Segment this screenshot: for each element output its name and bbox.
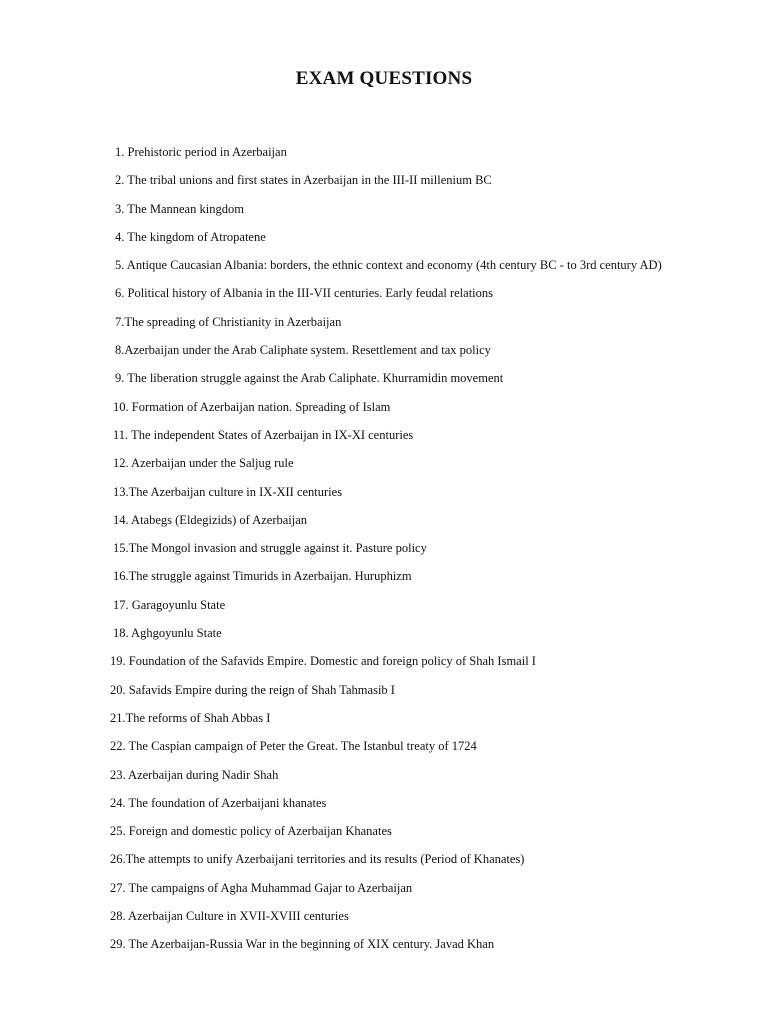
question-item: 23. Azerbaijan during Nadir Shah bbox=[110, 767, 279, 782]
question-item: 28. Azerbaijan Culture in XVII-XVIII centuries bbox=[110, 909, 349, 924]
question-item: 8.Azerbaijan under the Arab Caliphate system. Resettlement and tax policy bbox=[115, 343, 491, 358]
question-item: 5. Antique Caucasian Albania: borders, the ethnic context and economy (4th century BC - to 3rd century AD) bbox=[115, 258, 662, 273]
question-item: 2. The tribal unions and first states in Azerbaijan in the III-II millenium BC bbox=[115, 173, 492, 188]
question-item: 16.The struggle against Timurids in Azerbaijan. Huruphizm bbox=[113, 569, 412, 584]
question-item: 21.The reforms of Shah Abbas I bbox=[110, 710, 271, 725]
question-item: 17. Garagoyunlu State bbox=[113, 597, 226, 612]
question-item: 1. Prehistoric period in Azerbaijan bbox=[115, 145, 287, 159]
question-item: 6. Political history of Albania in the III-VII centuries. Early feudal relations bbox=[115, 286, 494, 301]
question-item: 9. The liberation struggle against the Arab Caliphate. Khurramidin movement bbox=[115, 371, 504, 386]
question-item: 26.The attempts to unify Azerbaijani territories and its results (Period of Khanates) bbox=[110, 852, 525, 867]
question-item: 14. Atabegs (Eldegizids) of Azerbaijan bbox=[113, 512, 308, 527]
question-item: 13.The Azerbaijan culture in IX-XII centuries bbox=[113, 484, 343, 499]
question-item: 20. Safavids Empire during the reign of Shah Tahmasib I bbox=[110, 682, 395, 697]
question-item: 24. The foundation of Azerbaijani khanates bbox=[110, 795, 327, 810]
question-list bbox=[0, 143, 768, 964]
question-item: 4. The kingdom of Atropatene bbox=[115, 229, 266, 244]
page-title: EXAM QUESTIONS bbox=[295, 68, 473, 89]
question-item: 22. The Caspian campaign of Peter the Great. The Istanbul treaty of 1724 bbox=[110, 739, 477, 754]
question-item: 12. Azerbaijan under the Saljug rule bbox=[113, 456, 294, 471]
question-item: 29. The Azerbaijan-Russia War in the beginning of XIX century. Javad Khan bbox=[110, 937, 495, 952]
question-item: 25. Foreign and domestic policy of Azerbaijan Khanates bbox=[110, 824, 392, 839]
question-item: 18. Aghgoyunlu State bbox=[113, 626, 222, 641]
question-item: 7.The spreading of Christianity in Azerbaijan bbox=[115, 314, 342, 329]
question-item: 10. Formation of Azerbaijan nation. Spreading of Islam bbox=[113, 399, 391, 414]
question-item: 11. The independent States of Azerbaijan in IX-XI centuries bbox=[113, 427, 414, 442]
question-item: 27. The campaigns of Agha Muhammad Gajar to Azerbaijan bbox=[110, 880, 413, 895]
question-item: 15.The Mongol invasion and struggle against it. Pasture policy bbox=[113, 541, 427, 556]
question-item: 19. Foundation of the Safavids Empire. Domestic and foreign policy of Shah Ismail I bbox=[110, 654, 536, 669]
question-item: 3. The Mannean kingdom bbox=[115, 201, 244, 216]
